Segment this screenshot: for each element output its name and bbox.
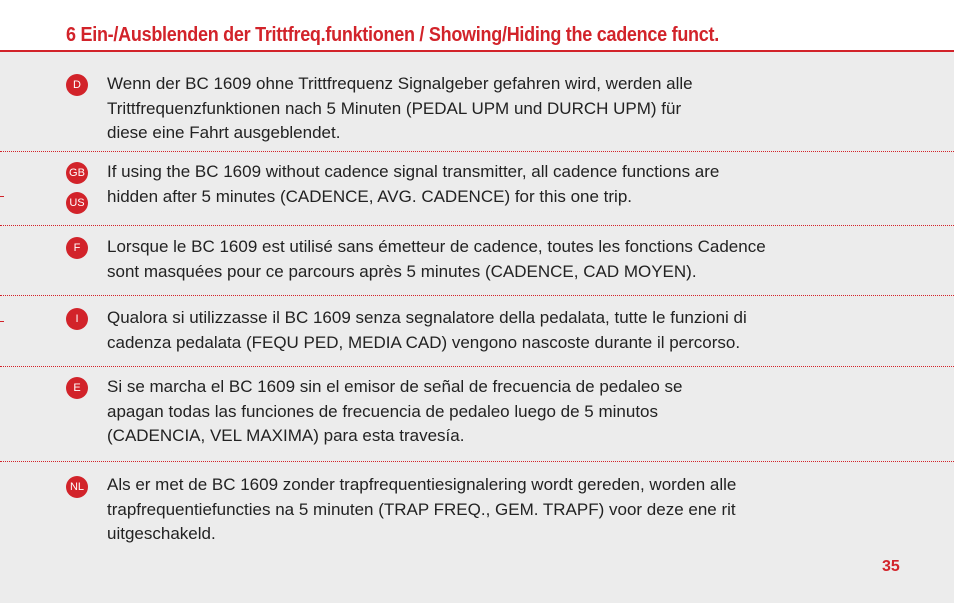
section-divider (0, 295, 954, 296)
language-badge-i: I (66, 308, 88, 330)
language-badge-gb: GB (66, 162, 88, 184)
section-divider (0, 366, 954, 367)
section-text-fr: Lorsque le BC 1609 est utilisé sans émetteur de cadence, toutes les fonctions Cadence sont masquées pour ce parcours après 5 minutes (CADENCE, CAD MOYEN). (107, 237, 766, 281)
section-divider (0, 225, 954, 226)
language-badge-d: D (66, 74, 88, 96)
language-badge-nl: NL (66, 476, 88, 498)
section-text-de: Wenn der BC 1609 ohne Trittfrequenz Signalgeber gefahren wird, werden alle Trittfrequenzfunktionen nach 5 Minuten (PEDAL UPM und DURCH UPM) für diese eine Fahrt ausgeblendet. (107, 74, 693, 142)
page-header (0, 0, 954, 52)
language-badge-f: F (66, 237, 88, 259)
language-badge-us: US (66, 192, 88, 214)
language-badge-e: E (66, 377, 88, 399)
side-mark (0, 321, 4, 322)
page-title: 6 Ein-/Ausblenden der Trittfreq.funktionen / Showing/Hiding the cadence funct. (66, 24, 719, 46)
section-text-it: Qualora si utilizzasse il BC 1609 senza segnalatore della pedalata, tutte le funzioni di cadenza pedalata (FEQU PED, MEDIA CAD) vengono nascoste durante il percorso. (107, 308, 747, 352)
page-number: 35 (882, 558, 900, 575)
section-text-en: If using the BC 1609 without cadence signal transmitter, all cadence functions are hidden after 5 minutes (CADENCE, AVG. CADENCE) for this one trip. (107, 162, 720, 206)
section-text-es: Si se marcha el BC 1609 sin el emisor de señal de frecuencia de pedaleo se apagan todas las funciones de frecuencia de pedaleo luego de 5 minutos (CADENCIA, VEL MAXIMA) para esta travesía. (107, 377, 683, 445)
section-divider (0, 461, 954, 462)
side-mark (0, 196, 4, 197)
section-divider (0, 151, 954, 152)
section-text-nl: Als er met de BC 1609 zonder trapfrequentiesignalering wordt gereden, worden alle trapfrequentiefuncties na 5 minuten (TRAP FREQ., GEM. TRAPF) voor deze ene rit uitgeschakeld. (107, 475, 737, 543)
